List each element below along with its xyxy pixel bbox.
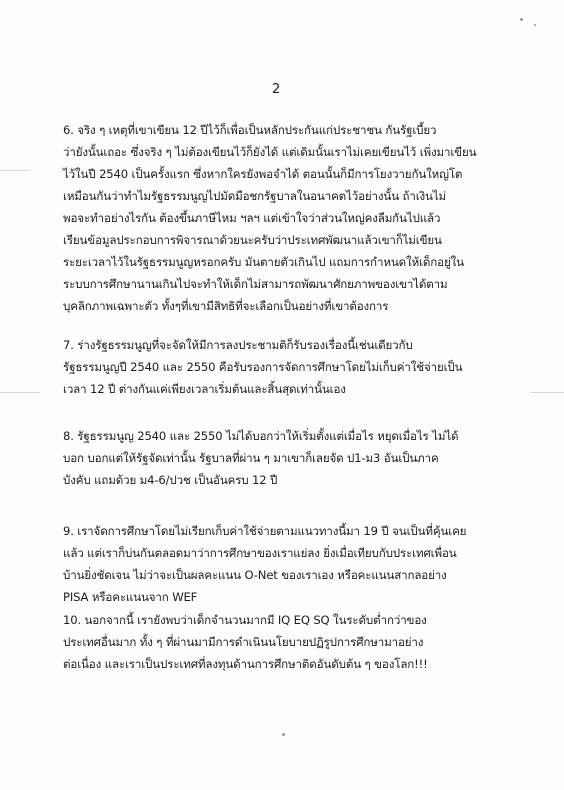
scan-artifact [0, 170, 30, 171]
scan-artifact [530, 392, 564, 393]
paragraph-10: 10. นอกจากนี้ เรายังพบว่าเด็กจำนวนมากมี IQ EQ SQ ในระดับต่ำกว่าของ ประเทศอื่นมาก ทั้ง ๆ ที่ผ่านมามีการดำเนินนโยบายปฏิรูปการศึกษามาอย่าง ต่อเนื่อง และเราเป็นประเทศที่ลงทุนด้านการศึกษาติดอันดับต้น ๆ ของโลก!!! [63, 613, 428, 671]
paragraph-9: 9. เราจัดการศึกษาโดยไม่เรียกเก็บค่าใช้จ่ายตามแนวทางนี้มา 19 ปี จนเป็นที่คุ้นเคย แล้ว แต่เราก็บ่นกันตลอดมาว่าการศึกษาของเราแย่ลง ยิ่งเมื่อเทียบกับประเทศเพื่อน บ้านยิ่งชัดเจน ไม่ว่าจะเป็นผลคะแนน O-Net ของเราเอง หรือคะแนนสากลอย่าง PISA หรือคะแนนจาก WEF [63, 524, 467, 604]
scan-artifact [534, 24, 536, 26]
scan-artifact [0, 392, 40, 393]
page-number: 2 [272, 82, 281, 97]
scan-artifact [282, 733, 285, 736]
paragraph-8: 8. รัฐธรรมนูญ 2540 และ 2550 ไม่ได้บอกว่าให้เริ่มตั้งแต่เมื่อไร หยุดเมื่อไร ไม่ได้ บอก บอกแต่ให้รัฐจัดเท่านั้น รัฐบาลที่ผ่าน ๆ มาเขาก็เลยจัด ป1-ม3 อันเป็นภาค บังคับ แถมด้วย ม4-6/ปวช เป็นอันครบ 12 ปี [63, 429, 459, 487]
scan-artifact [520, 18, 523, 21]
paragraph-6: 6. จริง ๆ เหตุที่เขาเขียน 12 ปีไว้ก็เพื่อเป็นหลักประกันแก่ประชาชน กันรัฐเบี้ยว ว่ายังนั้นเถอะ ซึ่งจริง ๆ ไม่ต้องเขียนไว้ก็ยังได้ แต่เดิมนั้นเราไม่เคยเขียนไว้ เพิ่งมาเขียน ไว้ในปี 2540 เป็นครั้งแรก ซึ่งหากใครยังพอจำได้ ตอนนั้นก็มีการโยงวายกันใหญ่โต เหมือนกันว่าทำไมรัฐธรรมนูญไปมัดมือชกรัฐบาลในอนาคตไว้อย่างนั้น ถ้าเงินไม่ พอจะทำอย่างไรกัน ต้องขึ้นภาษีไหม ฯลฯ แต่เข้าใจว่าส่วนใหญ่คงลืมกันไปแล้ว เรียนข้อมูลประกอบการพิจารณาด้วยนะครับว่าประเทศพัฒนาแล้วเขาก็ไม่เขียน ระยะเวลาไว้ในรัฐธรรมนูญหรอกครับ มันตายตัวเกินไป แถมการกำหนดให้เด็กอยู่ใน ระบบการศึกษานานเกินไปจะทำให้เด็กไม่สามารถพัฒนาศักยภาพของเขาได้ตาม บุคลิกภาพเฉพาะตัว ทั้งๆที่เขามีสิทธิที่จะเลือกเป็นอย่างที่เขาต้องการ [63, 123, 477, 313]
paragraph-7: 7. ร่างรัฐธรรมนูญที่จะจัดให้มีการลงประชามติก็รับรองเรื่องนี้เช่นเดียวกับ รัฐธรรมนูญปี 2540 และ 2550 คือรับรองการจัดการศึกษาโดยไม่เก็บค่าใช้จ่ายเป็น เวลา 12 ปี ต่างกันแค่เพียงเวลาเริ่มต้นและสิ้นสุดเท่านั้นเอง [63, 338, 463, 396]
